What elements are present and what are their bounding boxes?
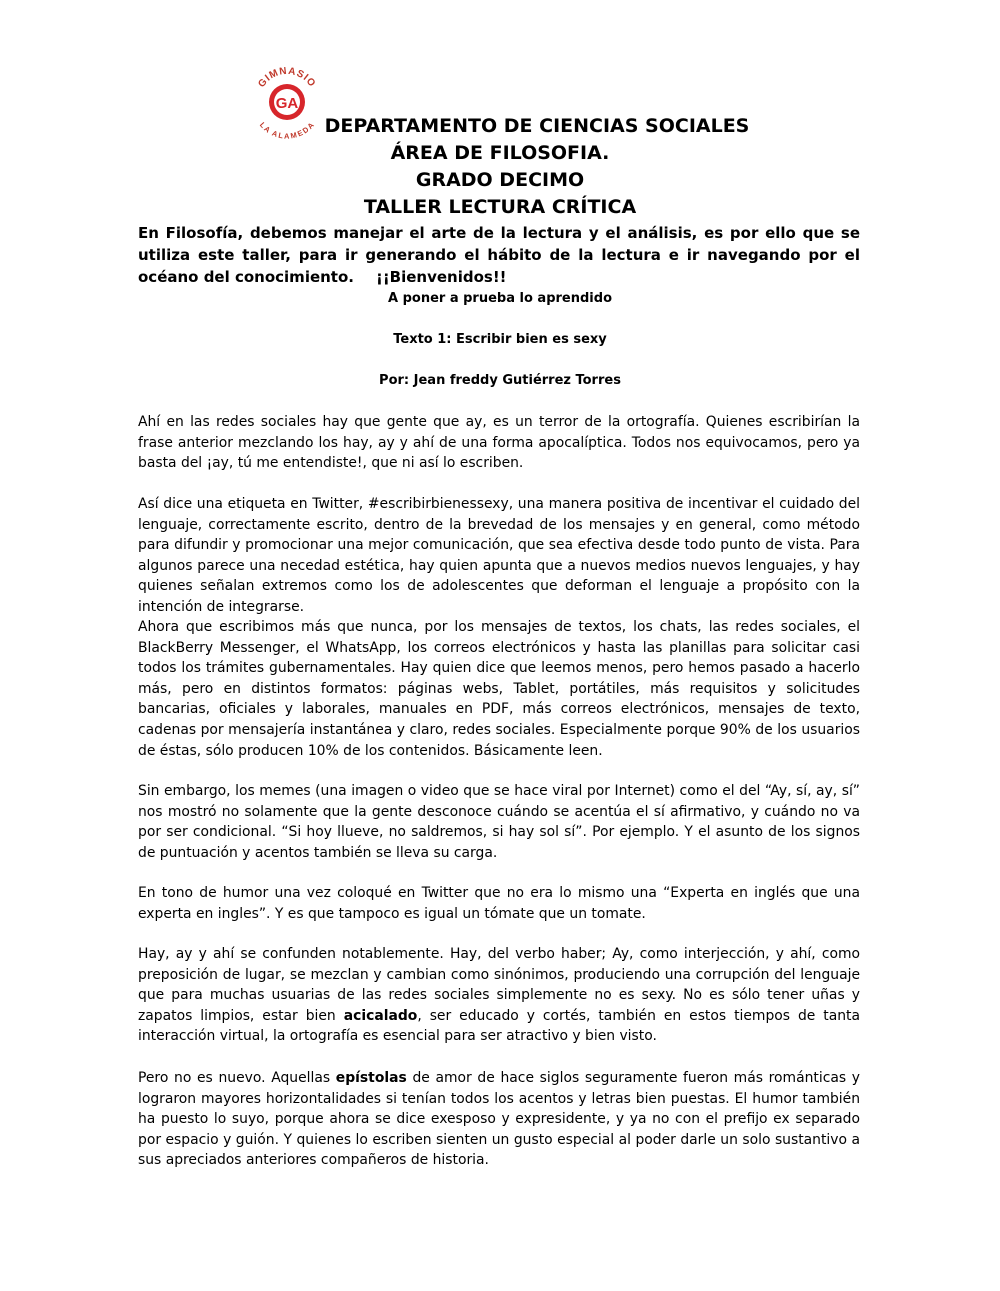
author-line: Por: Jean freddy Gutiérrez Torres bbox=[379, 373, 621, 388]
grade-title: GRADO DECIMO bbox=[415, 169, 585, 191]
p6-bold-word: acicalado bbox=[343, 1007, 418, 1024]
body-paragraph-5: En tono de humor una vez coloqué en Twitter que no era lo mismo una “Experta en inglés que una experta en ingles”. Y es que tampoco es igual un tómate que un tomate. bbox=[138, 885, 860, 922]
p6-text-end: , ser educado y cortés, también en estos tiempos de tanta interacción virtual, la ortografía es esencial para ser atractivo y bien visto. bbox=[138, 1007, 860, 1045]
logo-initials: GA bbox=[275, 95, 299, 112]
workshop-title: TALLER LECTURA CRÍTICA bbox=[363, 196, 637, 218]
body-paragraph-1: Ahí en las redes sociales hay que gente que ay, es un terror de la ortografía. Quienes escribirían la frase anterior mezclando los hay, ay y ahí de una forma apocalíptica. Todos nos equivocamos, pero ya basta del ¡ay, tú me entendiste!, que ni así lo escriben. bbox=[138, 414, 860, 472]
welcome-text: ¡¡Bienvenidos!! bbox=[375, 268, 507, 286]
body-paragraph-6 bbox=[138, 944, 860, 1047]
body-paragraph-3: Ahora que escribimos más que nunca, por los mensajes de textos, los chats, las redes sociales, el BlackBerry Messenger, el WhatsApp, los correos electrónicos y hasta las planillas para solicitar casi todos los trámites gubernamentales. Hay quien dice que leemos menos, pero hemos pasado a hacerlo más, pero en distintos formatos: páginas webs, Tablet, portátiles, más requisitos y solicitudes bancarias, oficiales y laborales, manuales en PDF, más correos electrónicos, mensajes de texto, cadenas por mensajería instantánea y claro, redes sociales. Especialmente porque 90% de los usuarios de éstas, sólo producen 10% de los contenidos. Básicamente leen. bbox=[138, 619, 860, 759]
body-paragraph-7 bbox=[138, 1068, 860, 1171]
body-paragraph-2: Así dice una etiqueta en Twitter, #escribirbienessexy, una manera positiva de incentivar el cuidado del lenguaje, correctamente escrito, dentro de la brevedad de los mensajes y en general, como método para difundir y promocionar una mejor comunicación, que sea efectiva desde todo punto de vista. Para algunos parece una necedad estética, hay quien apunta que a nuevos medios nuevos lenguajes, y hay quienes señalan extremos como los de adolescentes que deforman el lenguaje a propósito con la intención de integrarse. bbox=[138, 496, 860, 615]
p6-text-start: Hay, ay y ahí se confunden notablemente. Hay, del verbo haber; Ay, como interjección, y ahí, como preposición de lugar, se mezclan y cambian como sinónimos, produciendo una corrupción del lenguaje que para muchas usuarias de las redes sociales simplemente no es sexy. No es sólo tener uñas y zapatos limpios, estar bien bbox=[138, 946, 860, 1024]
intro-text: En Filosofía, debemos manejar el arte de la lectura y el análisis, es por ello que se utiliza este taller, para ir generando el hábito de la lectura e ir navegando por el océano del conocimiento. bbox=[138, 224, 860, 286]
body-paragraph-4: Sin embargo, los memes (una imagen o video que se hace viral por Internet) como el del “Ay, sí, ay, sí” nos mostró no solamente que la gente desconoce cuándo se acentúa el sí afirmativo, y cuándo no va por ser condicional. “Si hoy llueve, no saldremos, si hay sol sí”. Por ejemplo. Y el asunto de los signos de puntuación y acentos también se lleva su carga. bbox=[138, 783, 860, 861]
p7-text-start: Pero no es nuevo. Aquellas bbox=[138, 1070, 331, 1086]
text-title: Texto 1: Escribir bien es sexy bbox=[393, 332, 607, 347]
area-title: ÁREA DE FILOSOFIA. bbox=[390, 142, 610, 164]
logo-bottom-text: LA ALAMEDA bbox=[257, 120, 317, 140]
department-title: DEPARTAMENTO DE CIENCIAS SOCIALES bbox=[324, 115, 750, 137]
logo-top-text: GIMNASIO bbox=[256, 65, 318, 90]
section-prompt: A poner a prueba lo aprendido bbox=[388, 291, 612, 306]
p7-bold-word: epístolas bbox=[335, 1070, 407, 1086]
p7-text-end: de amor de hace siglos seguramente fueron más románticas y lograron mayores horizontalidades si tenían todos los acentos y letras bien puestas. El humor también ha puesto lo suyo, porque ahora se dice exesposo y expresidente, y ya no con el prefijo ex separado por espacio y guión. Y quienes lo escriben sienten un gusto especial al poder darle un solo sustantivo a sus apreciados anteriores compañeros de historia. bbox=[138, 1070, 860, 1169]
intro-paragraph bbox=[138, 222, 860, 288]
